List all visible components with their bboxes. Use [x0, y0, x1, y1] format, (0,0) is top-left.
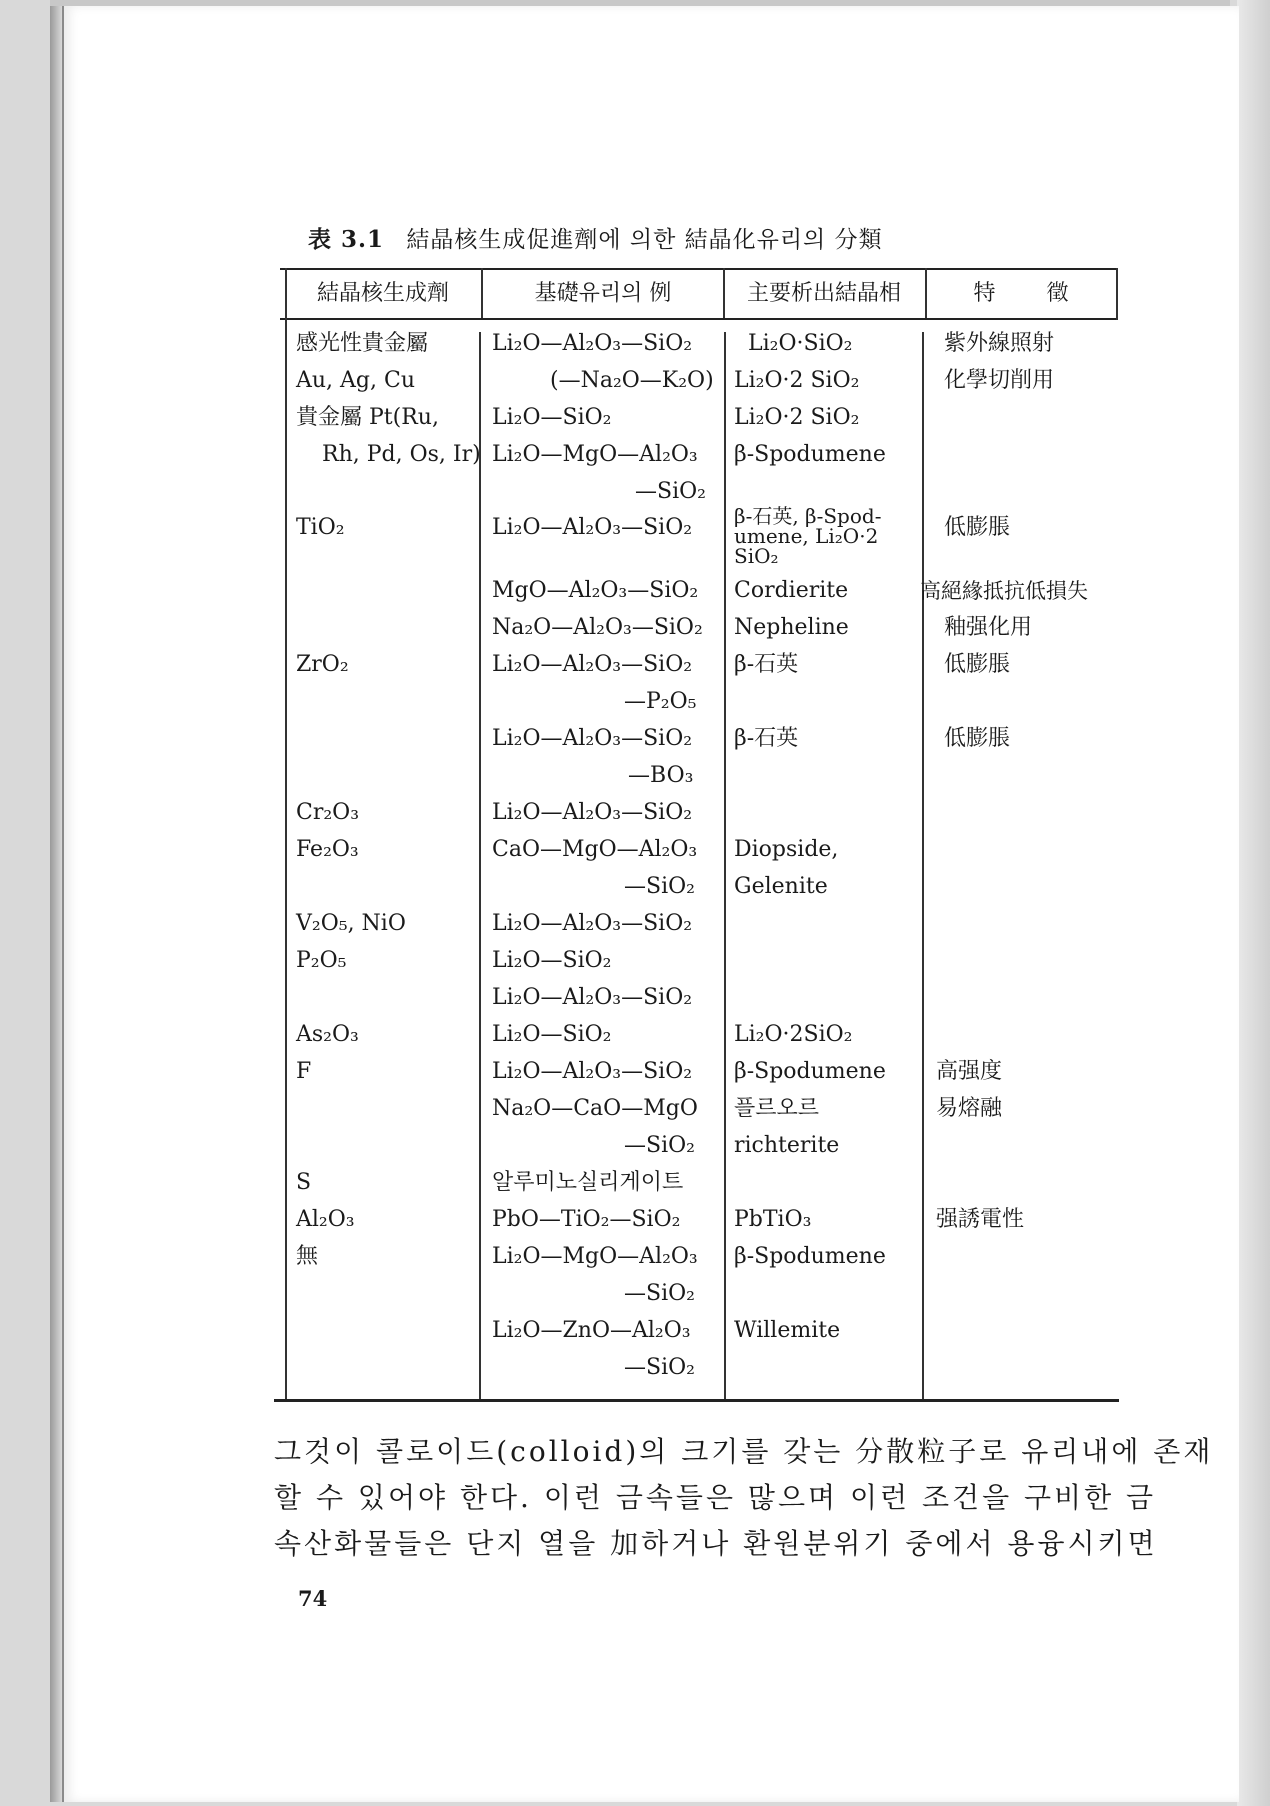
- header-crystal-phase: 主要析出結晶相: [746, 281, 901, 306]
- base-glass-cell: Li₂O—Al₂O₃—SiO₂: [492, 800, 693, 825]
- base-glass-cell: 알루미노실리게이트: [492, 1170, 684, 1195]
- feature-cell: 化學切削用: [944, 368, 1055, 393]
- feature-cell: 低膨脹: [944, 726, 1011, 751]
- base-glass-cell: Li₂O—Al₂O₃—SiO₂: [492, 515, 693, 540]
- base-glass-cell: —SiO₂: [635, 479, 706, 504]
- base-glass-cell: Na₂O—CaO—MgO: [492, 1096, 698, 1121]
- table-bottom-rule: [274, 1399, 1119, 1402]
- agent-cell: Au, Ag, Cu: [296, 368, 416, 393]
- agent-cell: V₂O₅, NiO: [296, 911, 406, 936]
- crystal-phase-cell: Li₂O·SiO₂: [748, 331, 853, 356]
- column-divider-3: [922, 332, 924, 1399]
- header-features: 特 徵: [973, 281, 1069, 306]
- crystal-phase-cell: β-石英: [734, 726, 799, 751]
- table-caption: [308, 221, 883, 254]
- base-glass-cell: Li₂O—SiO₂: [492, 405, 612, 430]
- base-glass-cell: Li₂O—Al₂O₃—SiO₂: [492, 911, 693, 936]
- body-text-line: 할 수 있어야 한다. 이런 금속들은 많으며 이런 조건을 구비한 금: [274, 1481, 1157, 1514]
- classification-table: [280, 268, 1116, 1402]
- crystal-phase-cell: Li₂O·2 SiO₂: [734, 405, 860, 430]
- base-glass-cell: PbO—TiO₂—SiO₂: [492, 1207, 681, 1232]
- agent-cell: As₂O₃: [296, 1022, 359, 1047]
- crystal-phase-cell: Cordierite: [734, 578, 849, 603]
- base-glass-cell: —SiO₂: [624, 1133, 695, 1158]
- base-glass-cell: —SiO₂: [624, 1281, 695, 1306]
- crystal-phase-cell: PbTiO₃: [734, 1207, 812, 1232]
- crystal-phase-cell: Gelenite: [734, 874, 828, 899]
- page-right-edge: [1237, 0, 1270, 1806]
- base-glass-cell: Li₂O—Al₂O₃—SiO₂: [492, 726, 693, 751]
- feature-cell: 低膨脹: [944, 515, 1011, 540]
- agent-cell: Cr₂O₃: [296, 800, 360, 825]
- header-divider-3: [925, 268, 927, 318]
- base-glass-cell: —BO₃: [628, 763, 694, 788]
- agent-cell: 無: [296, 1244, 319, 1269]
- agent-cell: 感光性貴金屬: [296, 331, 429, 356]
- feature-cell: 釉强化用: [944, 615, 1033, 640]
- agent-cell: Rh, Pd, Os, Ir): [322, 442, 481, 467]
- body-text-line: 그것이 콜로이드(colloid)의 크기를 갖는 分散粒子로 유리내에 존재: [274, 1435, 1214, 1468]
- base-glass-cell: Na₂O—Al₂O₃—SiO₂: [492, 615, 703, 640]
- crystal-phase-cell: richterite: [734, 1133, 840, 1158]
- base-glass-cell: Li₂O—SiO₂: [492, 1022, 612, 1047]
- base-glass-cell: Li₂O—Al₂O₃—SiO₂: [492, 1059, 693, 1084]
- base-glass-cell: Li₂O—MgO—Al₂O₃: [492, 1244, 698, 1269]
- agent-cell: 貴金屬 Pt(Ru,: [296, 405, 439, 430]
- crystal-phase-cell: β-Spodumene: [734, 442, 886, 467]
- base-glass-cell: Li₂O—ZnO—Al₂O₃: [492, 1318, 691, 1343]
- base-glass-cell: Li₂O—Al₂O₃—SiO₂: [492, 652, 693, 677]
- agent-cell: P₂O₅: [296, 948, 347, 973]
- crystal-phase-cell: Li₂O·2 SiO₂: [734, 368, 860, 393]
- crystal-phase-cell: β-Spodumene: [734, 1244, 886, 1269]
- crystal-phase-cell: Diopside,: [734, 837, 839, 862]
- crystal-phase-cell: Li₂O·2SiO₂: [734, 1022, 853, 1047]
- agent-cell: ZrO₂: [296, 652, 349, 677]
- feature-cell: 紫外線照射: [944, 331, 1055, 356]
- crystal-phase-cell: β-Spodumene: [734, 1059, 886, 1084]
- agent-cell: Fe₂O₃: [296, 837, 359, 862]
- body-text-line: 속산화물들은 단지 열을 加하거나 환원분위기 중에서 용융시키면: [274, 1527, 1158, 1560]
- header-base-glass-example: 基礎유리의 例: [534, 281, 672, 306]
- base-glass-cell: —P₂O₅: [624, 689, 697, 714]
- table-header-rule: [280, 318, 1116, 320]
- crystal-phase-cell: Nepheline: [734, 615, 849, 640]
- column-divider-2: [724, 332, 726, 1399]
- feature-cell: 高强度: [936, 1059, 1003, 1084]
- base-glass-cell: (—Na₂O—K₂O): [550, 368, 714, 393]
- feature-cell: 强誘電性: [936, 1207, 1025, 1232]
- crystal-phase-cell: β-石英, β-Spod-: [734, 504, 882, 528]
- crystal-phase-cell: SiO₂: [734, 544, 779, 568]
- crystal-phase-cell: umene, Li₂O·2: [734, 524, 879, 548]
- base-glass-cell: —SiO₂: [624, 874, 695, 899]
- table-caption-text: 結晶核生成促進劑에 의한 結晶化유리의 分類: [406, 227, 883, 253]
- header-right-border: [1116, 268, 1118, 320]
- base-glass-cell: Li₂O—Al₂O₃—SiO₂: [492, 985, 693, 1010]
- table-top-rule: [280, 268, 1116, 270]
- agent-cell: Al₂O₃: [296, 1207, 355, 1232]
- base-glass-cell: Li₂O—SiO₂: [492, 948, 612, 973]
- crystal-phase-cell: 플르오르: [734, 1096, 820, 1121]
- header-divider-2: [723, 268, 725, 318]
- base-glass-cell: Li₂O—Al₂O₃—SiO₂: [492, 331, 693, 356]
- feature-cell: 低膨脹: [944, 652, 1011, 677]
- base-glass-cell: CaO—MgO—Al₂O₃: [492, 837, 698, 862]
- agent-cell: S: [296, 1170, 312, 1195]
- page-number: 74: [298, 1586, 328, 1611]
- agent-cell: TiO₂: [296, 515, 345, 540]
- feature-cell: 高絕緣抵抗低損失: [920, 579, 1088, 603]
- base-glass-cell: MgO—Al₂O₃—SiO₂: [492, 578, 699, 603]
- table-caption-number: 表 3.1: [308, 226, 385, 253]
- feature-cell: 易熔融: [936, 1096, 1003, 1121]
- page-left-edge: [50, 6, 62, 1802]
- crystal-phase-cell: Willemite: [734, 1318, 841, 1343]
- base-glass-cell: Li₂O—MgO—Al₂O₃: [492, 442, 698, 467]
- table-left-border: [285, 268, 287, 1399]
- column-divider-1: [479, 332, 481, 1399]
- header-divider-1: [481, 268, 483, 318]
- agent-cell: F: [296, 1059, 312, 1084]
- crystal-phase-cell: β-石英: [734, 652, 799, 677]
- header-nucleating-agent: 結晶核生成劑: [316, 281, 449, 306]
- base-glass-cell: —SiO₂: [624, 1355, 695, 1380]
